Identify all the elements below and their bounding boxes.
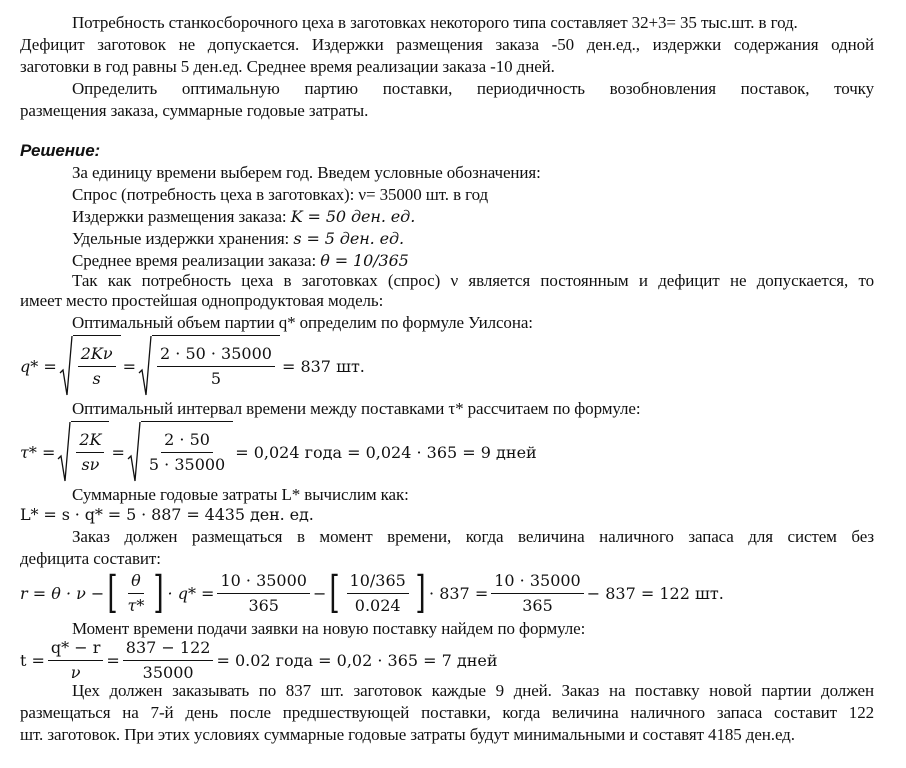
formula-reorder-point [20,566,724,620]
formula-interval [20,420,537,484]
order-cost-label: Издержки размещения заказа: [72,207,291,226]
formula-interval-den1: sν [81,455,100,474]
solution-line-12: Заказ должен размещаться в момент времени, когда величина наличного запаса для систем без [72,527,874,546]
formula-reorder-f1-num: 10 · 35000 [217,571,310,594]
bracket-2: [ $\frac{10/365}{0.024}$ ] [329,567,426,618]
solution-line-2: Спрос (потребность цеха в заготовках): ν= 35000 шт. в год [72,185,489,204]
lead-time-value: θ = 10/365 [320,251,409,270]
solution-line-9: Оптимальный интервал времени между поставками τ* рассчитаем по формуле: [72,399,641,418]
formula-wilson-num1: 2Kν [78,344,116,367]
formula-wilson [20,334,365,398]
formula-reorder-minus: − [312,583,327,603]
problem-line-4: Определить оптимальную партию поставки, периодичность возобновления поставок, точку [72,79,874,98]
solution-line-3 [72,206,874,228]
formula-reorder-lhs: r = θ · ν − [20,583,105,603]
formula-interval-lhs: τ* = [20,442,56,462]
formula-total-cost: L* = s · q* = 5 · 887 = 4435 ден. ед. [20,505,314,524]
formula-wilson-eq: = [122,356,136,376]
formula-wilson-den2: 5 [210,369,222,388]
formula-interval-den2: 5 · 35000 [148,455,226,474]
holding-cost-label: Удельные издержки хранения: [72,229,294,248]
formula-reorder-f2-num: 10 · 35000 [491,571,584,594]
formula-wilson-lhs: q* = [20,356,57,376]
formula-wilson-num2: 2 · 50 · 35000 [157,344,275,367]
solution-line-14: Момент времени подачи заявки на новую поставку найдем по формуле: [72,619,586,638]
formula-reorder-f1-den: 365 [248,595,279,615]
formula-reorder-mid: · q* = [167,583,215,603]
formula-reorder-f2-den: 365 [522,595,553,615]
solution-line-7: имеет место простейшая однопродуктовая модель: [20,291,384,310]
formula-wilson-den1: s [92,369,101,388]
formula-reorder-mid2: · 837 = [429,583,489,603]
holding-cost-value: s = 5 ден. ед. [293,229,405,248]
formula-order-f1-den: ν [70,662,81,682]
formula-reorder-br2-den: 0.024 [354,595,401,615]
sqrt-2 [138,335,280,397]
order-cost-value: K = 50 ден. ед. [290,207,416,226]
solution-line-8: Оптимальный объем партии q* определим по формуле Уилсона: [72,313,533,332]
formula-order-f2-num: 837 − 122 [123,638,214,661]
solution-line-13: дефицита составит: [20,549,161,568]
sqrt-1 [59,335,121,397]
conclusion-line-2: размещаться на 7-й день после предшествующей поставки, когда величина наличного запаса составит 122 [20,703,874,722]
solution-line-5 [72,250,874,272]
conclusion-line-1: Цех должен заказывать по 837 шт. заготовок каждые 9 дней. Заказ на поставку новой партии должен [72,681,874,700]
formula-order-time [20,636,498,684]
formula-order-result: = 0.02 года = 0,02 · 365 = 7 дней [216,650,498,670]
formula-reorder-br-den: τ* [127,595,145,615]
solution-line-4 [72,228,874,250]
formula-order-f1-num: q* − r [48,638,103,661]
sqrt-4 [127,421,233,483]
formula-reorder-result: − 837 = 122 шт. [586,583,724,603]
solution-heading: Решение: [20,141,101,160]
formula-reorder-br2-num: 10/365 [347,571,409,594]
radical-sign-icon [138,335,152,397]
radical-sign-icon [127,421,141,483]
formula-order-lhs: t = [20,650,45,670]
formula-interval-result: = 0,024 года = 0,024 · 365 = 9 дней [235,442,537,462]
solution-line-1: За единицу времени выберем год. Введем условные обозначения: [72,163,541,182]
formula-order-eq: = [106,650,120,670]
lead-time-label: Среднее время реализации заказа: [72,251,321,270]
sqrt-3 [57,421,109,483]
formula-interval-num1: 2K [76,430,104,453]
problem-line-2: Дефицит заготовок не допускается. Издержки размещения заказа -50 ден.ед., издержки содержания одной [20,35,874,54]
formula-reorder-br-num: θ [128,571,144,594]
problem-line-3: заготовки в год равны 5 ден.ед. Среднее время реализации заказа -10 дней. [20,57,555,76]
formula-order-f2-den: 35000 [142,662,194,682]
bracket-1: [ $\frac{\theta}{\tau*}$ ] [107,567,165,618]
problem-line-5: размещения заказа, суммарные годовые затраты. [20,101,369,120]
solution-line-6: Так как потребность цеха в заготовках (спрос) ν является постоянным и дефицит не допускается, то [72,271,874,290]
formula-interval-eq: = [111,442,125,462]
conclusion-line-3: шт. заготовок. При этих условиях суммарные годовые затраты будут минимальными и составят 4185 ден.ед. [20,725,795,744]
solution-line-10: Суммарные годовые затраты L* вычислим как: [72,485,409,504]
formula-wilson-result: = 837 шт. [281,356,365,376]
formula-interval-num2: 2 · 50 [161,430,213,453]
problem-line-1: Потребность станкосборочного цеха в заготовках некоторого типа составляет 32+3= 35 тыс.шт. в год. [72,13,798,32]
radical-sign-icon [59,335,73,397]
radical-sign-icon [57,421,71,483]
